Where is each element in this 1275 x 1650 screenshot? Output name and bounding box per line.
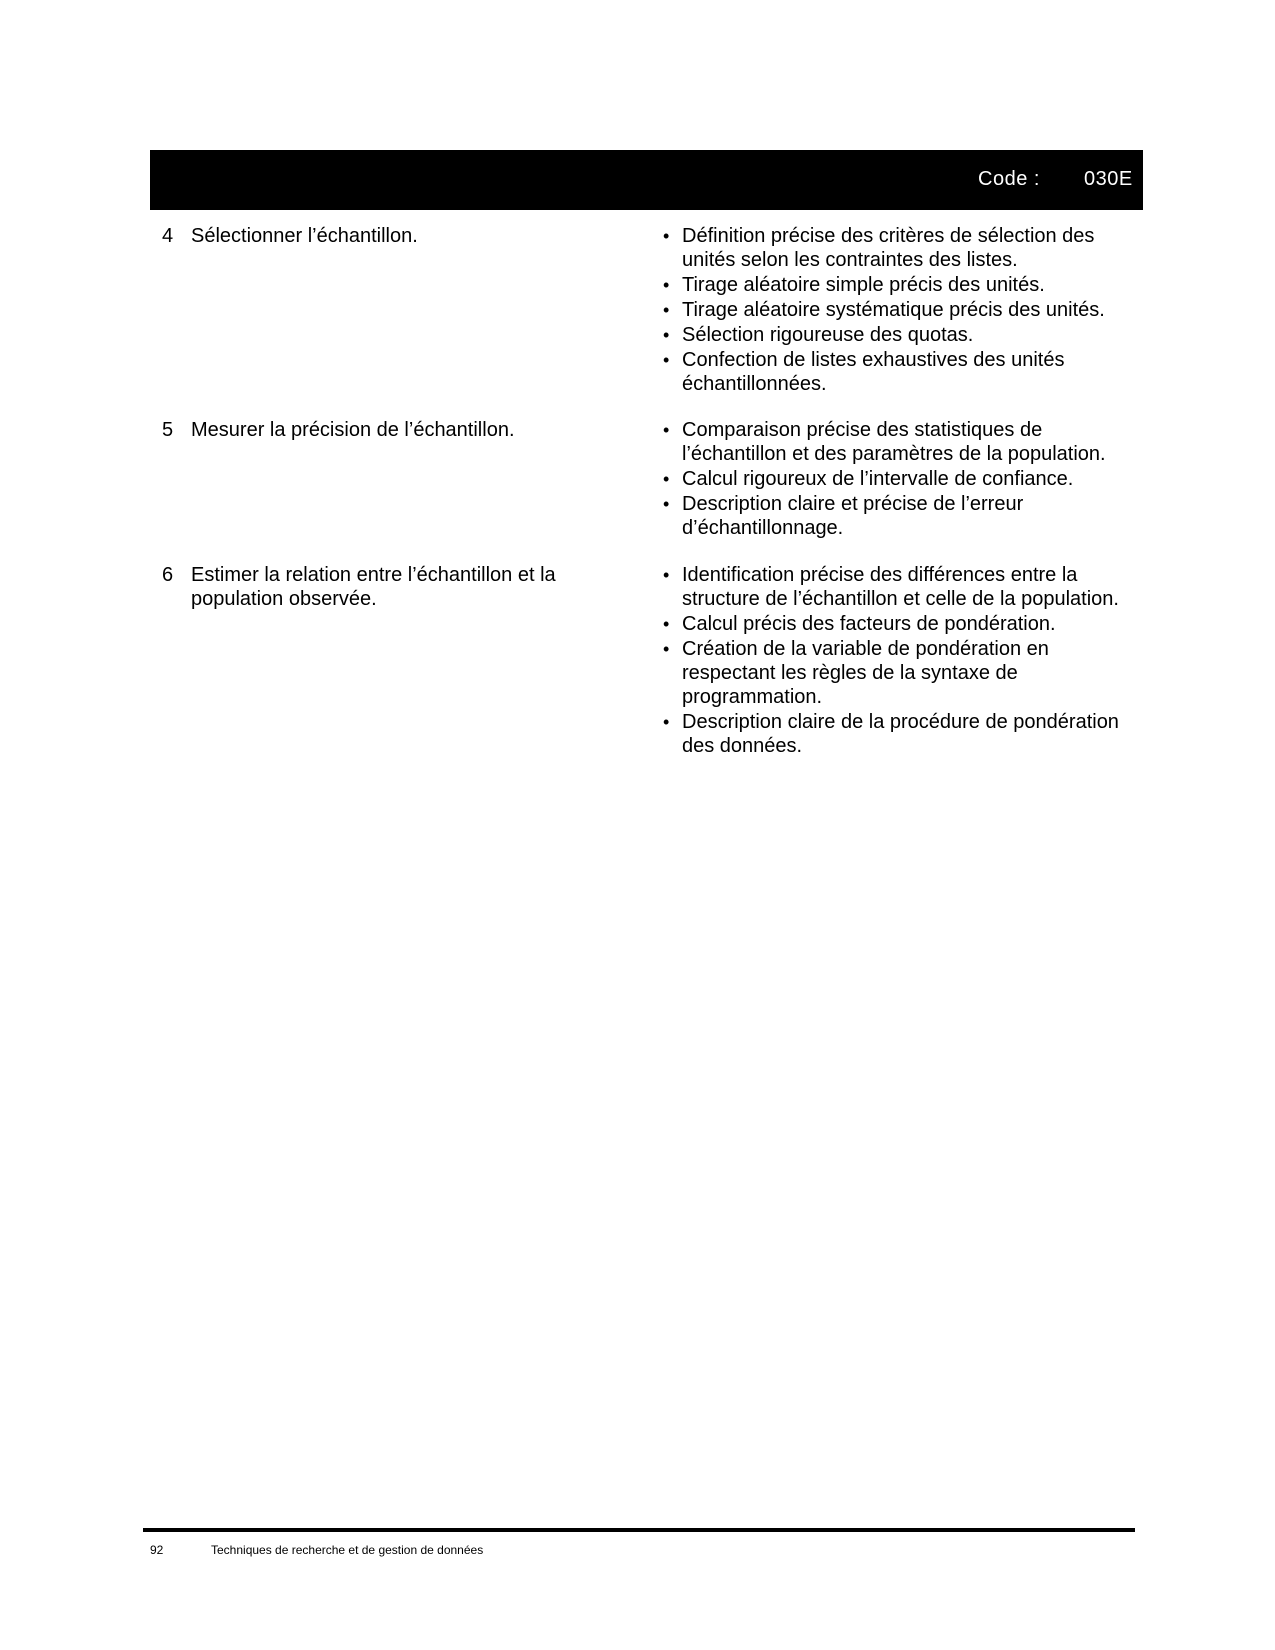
bullet-icon: • [663, 494, 670, 514]
bullet-icon: • [663, 275, 670, 295]
list-item: • Comparaison précise des statistiques de l’échantillon et des paramètres de la population. [663, 419, 1106, 465]
bullet-icon: • [663, 614, 670, 634]
footer-rule [143, 1528, 1135, 1532]
element-cell [150, 224, 650, 248]
element-number: 4 [162, 225, 174, 247]
element-text: Mesurer la précision de l’échantillon. [191, 419, 515, 441]
list-item: • Confection de listes exhaustives des unités échantillonnées. [663, 349, 1065, 395]
bullet-icon: • [663, 226, 670, 246]
bullet-icon: • [663, 350, 670, 370]
list-item: • Calcul rigoureux de l’intervalle de confiance. [663, 468, 1074, 490]
criteria-cell [658, 224, 1138, 397]
bullet-icon: • [663, 639, 670, 659]
bullet-icon: • [663, 712, 670, 732]
criteria-cell [658, 418, 1138, 541]
criteria-list [658, 224, 1138, 396]
element-number: 5 [162, 419, 174, 441]
list-item: • Sélection rigoureuse des quotas. [663, 324, 974, 346]
element-text: Estimer la relation entre l’échantillon et la population observée. [191, 564, 556, 610]
element-number: 6 [162, 564, 174, 586]
criteria-cell [658, 563, 1138, 759]
bullet-icon: • [663, 325, 670, 345]
table-row [150, 418, 1143, 563]
element-cell [150, 563, 650, 611]
element-cell [150, 418, 650, 442]
bullet-icon: • [663, 565, 670, 585]
bullet-icon: • [663, 300, 670, 320]
list-item: • Description claire de la procédure de pondération des données. [663, 711, 1119, 757]
competency-table [150, 224, 1143, 759]
header-bar [150, 150, 1143, 210]
list-item: • Tirage aléatoire systématique précis des unités. [663, 299, 1105, 321]
list-item: • Création de la variable de pondération en respectant les règles de la syntaxe de programmation. [663, 638, 1049, 708]
footer-title: Techniques de recherche et de gestion de données [211, 1543, 484, 1557]
bullet-icon: • [663, 420, 670, 440]
criteria-list [658, 418, 1138, 540]
list-item: • Description claire et précise de l’erreur d’échantillonnage. [663, 493, 1024, 539]
code-label: Code : [978, 168, 1040, 190]
list-item: • Définition précise des critères de sélection des unités selon les contraintes des listes. [663, 225, 1095, 271]
criteria-list [658, 563, 1138, 758]
list-item: • Tirage aléatoire simple précis des unités. [663, 274, 1045, 296]
code-value: 030E [1084, 168, 1133, 190]
page-number: 92 [150, 1543, 164, 1557]
element-text: Sélectionner l’échantillon. [191, 225, 418, 247]
table-row [150, 224, 1143, 418]
list-item: • Identification précise des différences entre la structure de l’échantillon et celle de la population. [663, 564, 1119, 610]
bullet-icon: • [663, 469, 670, 489]
table-row [150, 563, 1143, 759]
list-item: • Calcul précis des facteurs de pondération. [663, 613, 1056, 635]
